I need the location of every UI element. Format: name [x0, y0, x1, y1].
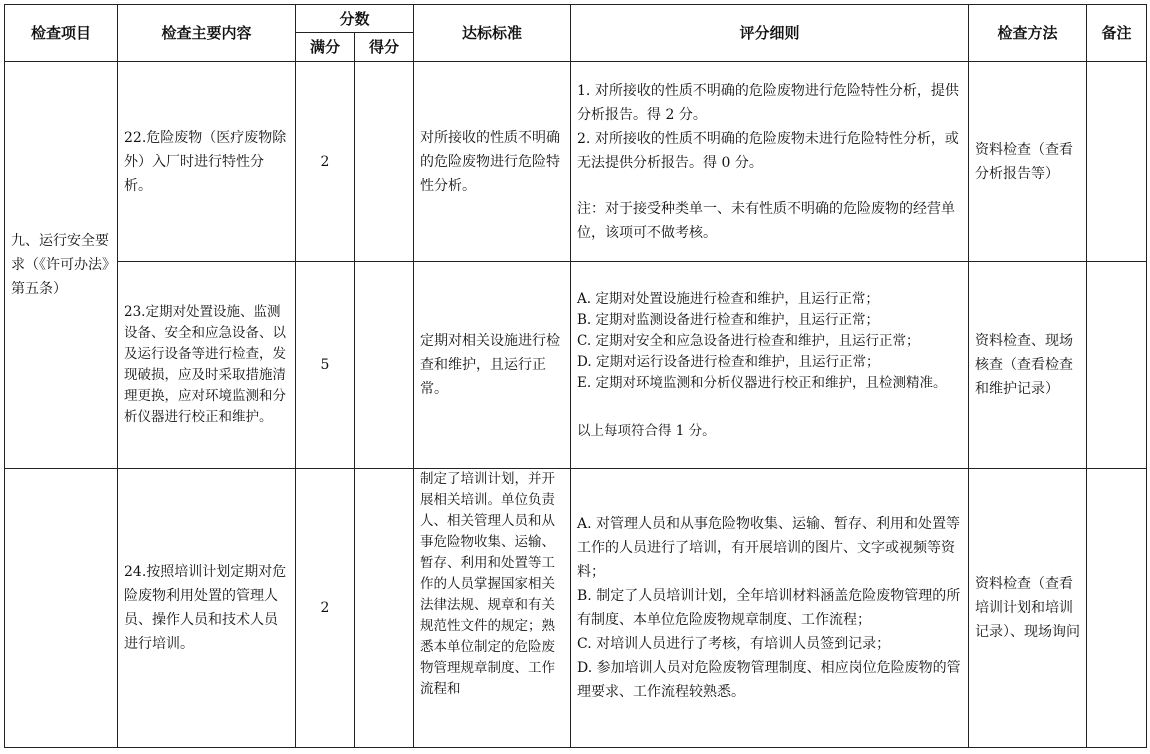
- detail-cell: [571, 62, 969, 262]
- detail-line: C. 对培训人员进行了考核，有培训人员签到记录；: [577, 636, 891, 652]
- detail-note: 注：对于接受种类单一、未有性质不明确的危险废物的经营单位，该项可不做考核。: [577, 200, 956, 241]
- table-row: [5, 469, 1147, 748]
- header-detail: 评分细则: [571, 5, 969, 62]
- inspection-table: [4, 4, 1147, 748]
- full-score-cell: 2: [296, 62, 355, 262]
- table-row: [5, 262, 1147, 469]
- detail-line: C. 定期对安全和应急设备进行检查和维护，且运行正常；: [577, 332, 920, 349]
- header-score: 分数: [296, 5, 414, 33]
- detail-line: D. 定期对运行设备进行检查和维护，且运行正常；: [577, 353, 880, 370]
- content-cell: 22.危险废物（医疗废物除外）入厂时进行特性分析。: [118, 62, 296, 262]
- detail-summary: 以上每项符合得 1 分。: [577, 422, 716, 439]
- detail-cell: [571, 262, 969, 469]
- header-note: 备注: [1087, 5, 1147, 62]
- section-label: 九、运行安全要求（《许可办法》第五条）: [11, 233, 109, 297]
- detail-cell: [571, 469, 969, 748]
- header-got-score: 得分: [355, 33, 414, 62]
- got-score-cell: [355, 262, 414, 469]
- note-cell: [1087, 62, 1147, 262]
- standard-cell: 定期对相关设施进行检查和维护，且运行正常。: [414, 262, 571, 469]
- method-cell: 资料检查（查看分析报告等）: [969, 62, 1087, 262]
- standard-cell: [414, 469, 571, 748]
- standard-cell: 对所接收的性质不明确的危险废物进行危险特性分析。: [414, 62, 571, 262]
- header-method: 检查方法: [969, 5, 1087, 62]
- header-content: 检查主要内容: [118, 5, 296, 62]
- full-score-cell: 2: [296, 469, 355, 748]
- got-score-cell: [355, 62, 414, 262]
- table-row: [5, 62, 1147, 262]
- content-cell: 23.定期对处置设施、监测设备、安全和应急设备、以及运行设备等进行检查，发现破损，应及时采取措施清理更换，应对环境监测和分析仪器进行校正和维护。: [118, 262, 296, 469]
- detail-line: A. 对管理人员和从事危险物收集、运输、暂存、利用和处置等工作的人员进行了培训，有开展培训的图片、文字或视频等资料；: [577, 516, 961, 580]
- got-score-cell: [355, 469, 414, 748]
- standard-text: 制定了培训计划，并开展相关培训。单位负责人、相关管理人员和从事危险物收集、运输、暂存、利用和处置等工作的人员掌握国家相关法律法规、规章和有关规范性文件的规定；熟悉本单位制定的危险废物管理规章制度、工作流程和: [420, 471, 556, 697]
- header-full-score: 满分: [296, 33, 355, 62]
- detail-line: D. 参加培训人员对危险废物管理制度、相应岗位危险废物的管理要求、工作流程较熟悉。: [577, 660, 961, 700]
- method-cell: 资料检查、现场核查（查看检查和维护记录）: [969, 262, 1087, 469]
- note-cell: [1087, 262, 1147, 469]
- note-cell: [1087, 469, 1147, 748]
- detail-line: E. 定期对环境监测和分析仪器进行校正和维护，且检测精准。: [577, 374, 947, 391]
- header-standard: 达标标准: [414, 5, 571, 62]
- detail-line: 1. 对所接收的性质不明确的危险废物进行危险特性分析，提供分析报告。得 2 分。: [577, 82, 959, 123]
- detail-line: B. 定期对监测设备进行检查和维护，且运行正常；: [577, 311, 880, 328]
- section-cell: [5, 62, 118, 469]
- content-cell: 24.按照培训计划定期对危险废物利用处置的管理人员、操作人员和技术人员进行培训。: [118, 469, 296, 748]
- method-cell: 资料检查（查看培训计划和培训记录）、现场询问: [969, 469, 1087, 748]
- full-score-cell: 5: [296, 262, 355, 469]
- detail-line: 2. 对所接收的性质不明确的危险废物未进行危险特性分析，或无法提供分析报告。得 0 分。: [577, 130, 959, 171]
- detail-line: B. 制定了人员培训计划，全年培训材料涵盖危险废物管理的所有制度、本单位危险废物规章制度、工作流程；: [577, 588, 961, 628]
- detail-line: A. 定期对处置设施进行检查和维护，且运行正常；: [577, 290, 879, 307]
- header-item: 检查项目: [5, 5, 118, 62]
- section-cell-empty: [5, 469, 118, 748]
